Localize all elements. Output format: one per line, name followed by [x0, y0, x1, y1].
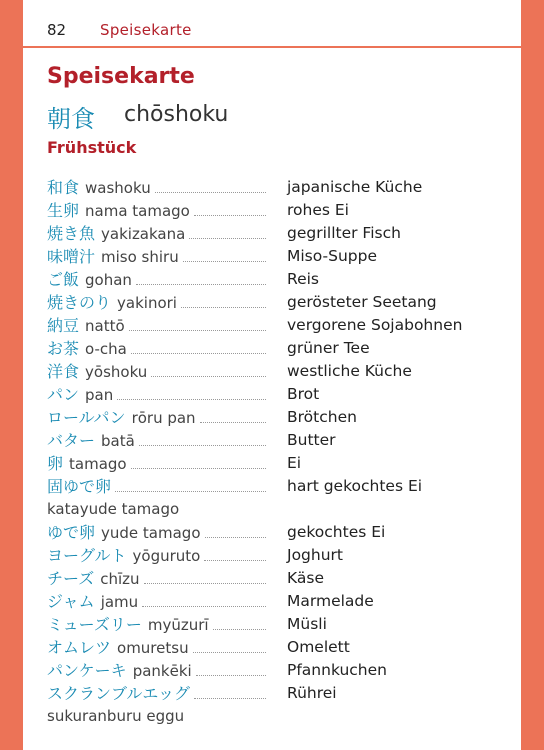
dot-leader — [131, 352, 266, 354]
german-translation: Rührei — [287, 683, 337, 702]
section-title: Speisekarte — [47, 64, 195, 89]
list-item — [47, 405, 517, 428]
running-title: Speisekarte — [100, 21, 192, 39]
kanji-term: パンケーキ — [47, 661, 127, 680]
list-item — [47, 175, 517, 198]
romaji-term: katayude tamago — [47, 499, 180, 518]
list-item — [47, 451, 517, 474]
romaji-term: jamu — [100, 593, 139, 611]
japanese-term — [47, 543, 269, 566]
list-item — [47, 566, 517, 589]
kanji-term: ミューズリー — [47, 615, 142, 634]
dot-leader — [193, 651, 266, 653]
german-translation: Ei — [287, 453, 302, 472]
german-translation: Brötchen — [287, 407, 357, 426]
kanji-term: ご飯 — [47, 270, 80, 289]
german-translation: vergorene Sojabohnen — [287, 315, 463, 334]
japanese-term — [47, 681, 269, 704]
japanese-term — [47, 313, 269, 336]
romaji-term: rōru pan — [131, 409, 196, 427]
german-translation: japanische Küche — [287, 177, 423, 196]
dot-leader — [200, 421, 266, 423]
list-item — [47, 543, 517, 566]
romaji-term: washoku — [85, 179, 151, 197]
dot-leader — [213, 628, 266, 630]
japanese-term — [47, 221, 269, 244]
japanese-term — [47, 451, 269, 474]
vocabulary-list — [47, 175, 517, 727]
dot-leader — [117, 398, 266, 400]
german-translation: hart gekochtes Ei — [287, 476, 423, 495]
kanji-term: チーズ — [47, 569, 95, 588]
kanji-term: オムレツ — [47, 638, 112, 657]
japanese-term — [47, 175, 269, 198]
japanese-term — [47, 520, 269, 543]
german-translation: Miso-Suppe — [287, 246, 377, 265]
kanji-term: 卵 — [47, 454, 64, 473]
romaji-term: myūzurī — [147, 616, 209, 634]
romaji-term: yōguruto — [132, 547, 201, 565]
japanese-term — [47, 290, 269, 313]
romaji-term: yakizakana — [101, 225, 186, 243]
german-translation: westliche Küche — [287, 361, 412, 380]
list-item — [47, 313, 517, 336]
kanji-term: ヨーグルト — [47, 546, 127, 565]
list-item — [47, 198, 517, 221]
dot-leader — [196, 674, 266, 676]
kanji-term: ロールパン — [47, 408, 126, 427]
kanji-term: 焼き魚 — [47, 224, 96, 243]
list-item — [47, 382, 517, 405]
japanese-term — [47, 359, 269, 382]
list-item — [47, 244, 517, 267]
subheading: Frühstück — [47, 138, 137, 157]
german-translation: Omelett — [287, 637, 350, 656]
german-translation: Müsli — [287, 614, 327, 633]
kanji-term: 和食 — [47, 178, 80, 197]
german-translation: grüner Tee — [287, 338, 370, 357]
dot-leader — [204, 559, 266, 561]
japanese-term — [47, 267, 269, 290]
japanese-term — [47, 658, 269, 681]
romaji-term: nama tamago — [85, 202, 190, 220]
list-item — [47, 589, 517, 612]
dot-leader — [142, 605, 266, 607]
romaji-term: gohan — [85, 271, 132, 289]
romaji-term: sukuranburu eggu — [47, 706, 185, 725]
dot-leader — [151, 375, 266, 377]
german-translation: Pfannkuchen — [287, 660, 387, 679]
dot-leader — [183, 260, 266, 262]
romaji-term: nattō — [85, 317, 125, 335]
list-item — [47, 336, 517, 359]
german-translation: Joghurt — [287, 545, 343, 564]
japanese-term — [47, 336, 269, 359]
dot-leader — [194, 214, 266, 216]
dot-leader — [205, 536, 267, 538]
list-item — [47, 681, 517, 704]
dot-leader — [139, 444, 266, 446]
list-item — [47, 267, 517, 290]
romaji-term: yōshoku — [85, 363, 148, 381]
list-item — [47, 221, 517, 244]
kanji-term: お茶 — [47, 339, 80, 358]
romaji-term: pankēki — [132, 662, 192, 680]
kanji-term: 納豆 — [47, 316, 80, 335]
german-translation: Marmelade — [287, 591, 374, 610]
japanese-term — [47, 382, 269, 405]
german-translation: gerösteter Seetang — [287, 292, 437, 311]
romaji-term: miso shiru — [101, 248, 179, 266]
japanese-term — [47, 589, 269, 612]
dot-leader — [131, 467, 266, 469]
japanese-term — [47, 198, 269, 221]
dot-leader — [155, 191, 266, 193]
list-item — [47, 520, 517, 543]
list-item — [47, 474, 517, 497]
japanese-term — [47, 566, 269, 589]
german-translation: Käse — [287, 568, 325, 587]
list-item — [47, 290, 517, 313]
romaji-term: batā — [101, 432, 135, 450]
kanji-term: スクランブルエッグ — [47, 684, 191, 703]
german-translation: Butter — [287, 430, 336, 449]
page-header — [23, 0, 521, 48]
romaji-term: yude tamago — [101, 524, 201, 542]
kanji-term: パン — [47, 385, 80, 404]
kanji-term: 生卵 — [47, 201, 80, 220]
dot-leader — [129, 329, 266, 331]
dot-leader — [136, 283, 266, 285]
kanji-term: 焼きのり — [47, 293, 112, 312]
german-translation: gekochtes Ei — [287, 522, 386, 541]
japanese-term — [47, 635, 269, 658]
section-kanji: 朝食 — [47, 105, 95, 133]
dictionary-page — [23, 0, 521, 750]
japanese-term — [47, 612, 269, 635]
section-romaji: chōshoku — [124, 102, 229, 127]
list-item — [47, 359, 517, 382]
kanji-term: 洋食 — [47, 362, 80, 381]
list-item — [47, 658, 517, 681]
kanji-term: 固ゆで卵 — [47, 477, 112, 496]
romaji-term: tamago — [69, 455, 127, 473]
kanji-term: バター — [47, 431, 96, 450]
dot-leader — [144, 582, 266, 584]
romaji-term: pan — [85, 386, 114, 404]
german-translation: Reis — [287, 269, 319, 288]
german-translation: gegrillter Fisch — [287, 223, 401, 242]
list-item-continuation — [47, 704, 517, 727]
german-translation: Brot — [287, 384, 320, 403]
romaji-term: omuretsu — [117, 639, 189, 657]
japanese-term — [47, 428, 269, 451]
japanese-term — [47, 244, 269, 267]
list-item — [47, 428, 517, 451]
romaji-term: yakinori — [117, 294, 177, 312]
list-item — [47, 612, 517, 635]
dot-leader — [115, 490, 266, 492]
german-translation: rohes Ei — [287, 200, 349, 219]
dot-leader — [194, 697, 266, 699]
romaji-term: chīzu — [100, 570, 140, 588]
kanji-term: ゆで卵 — [47, 523, 96, 542]
kanji-term: ジャム — [47, 592, 95, 611]
list-item — [47, 635, 517, 658]
dot-leader — [181, 306, 266, 308]
romaji-term: o-cha — [85, 340, 127, 358]
dot-leader — [189, 237, 266, 239]
kanji-term: 味噌汁 — [47, 247, 96, 266]
page-number: 82 — [47, 21, 67, 39]
japanese-term — [47, 474, 269, 497]
list-item-continuation — [47, 497, 517, 520]
japanese-term — [47, 405, 269, 428]
